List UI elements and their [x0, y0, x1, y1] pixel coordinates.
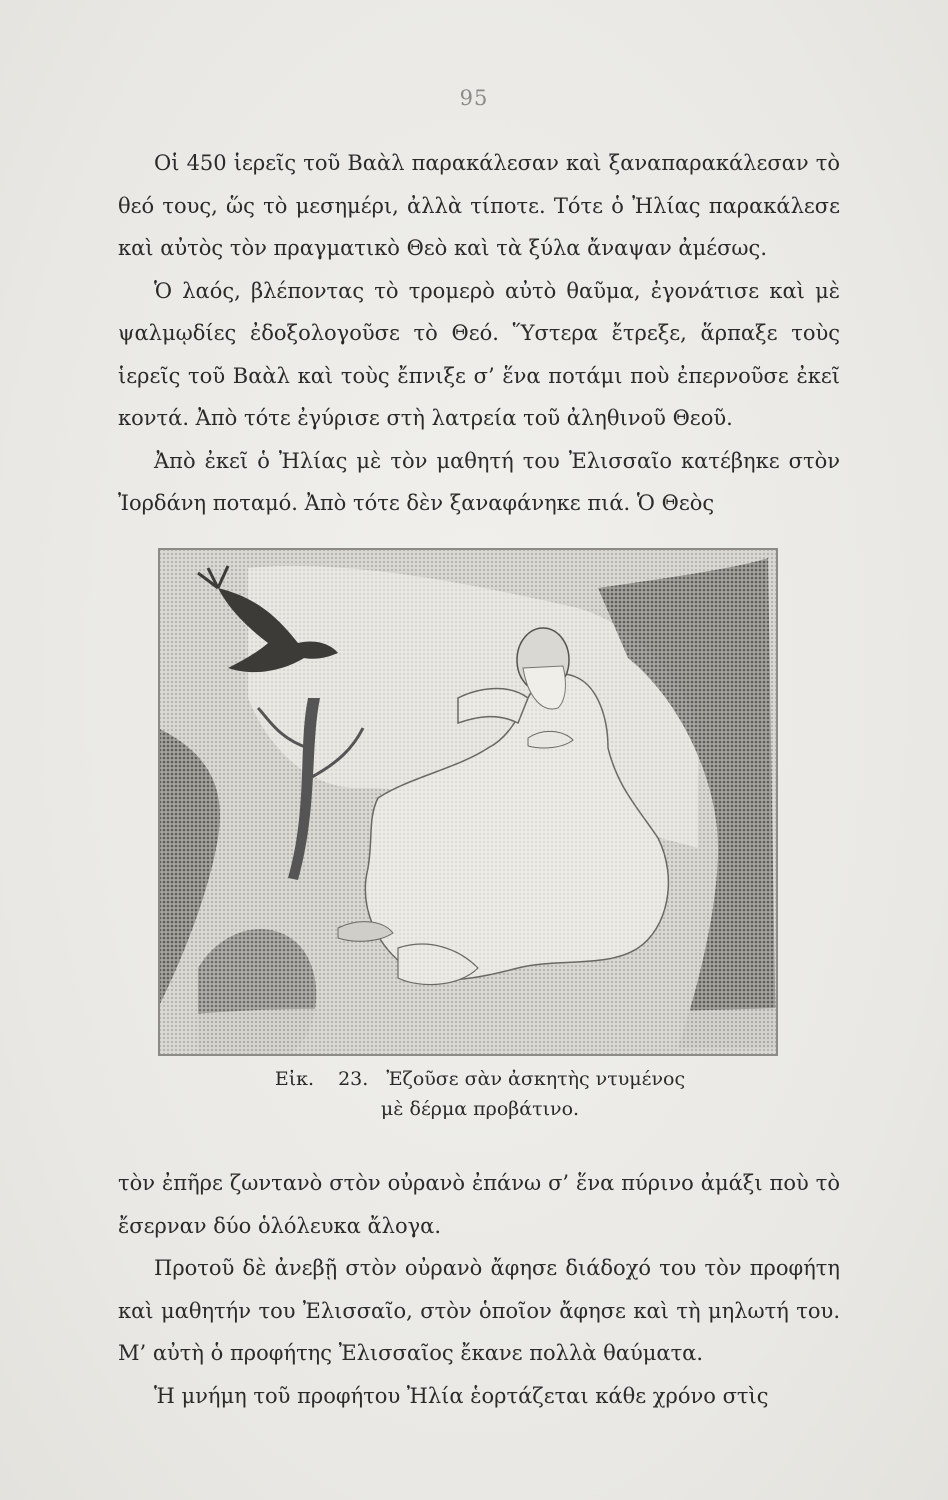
figure-caption-continued — [200, 1094, 760, 1124]
caption-text-1: Ἐζοῦσε σὰν ἀσκητὴς ντυμένος — [386, 1068, 686, 1090]
caption-text-2: μὲ δέρμα προβάτινο. — [380, 1098, 580, 1120]
paragraph: Οἱ 450 ἱερεῖς τοῦ Βαὰλ παρακάλεσαν καὶ ξαναπαρακάλεσαν τὸ θεό τους, ὥς τὸ μεσημέρι, ἀλλὰ τίποτε. Τότε ὁ Ἠλίας παρακάλεσε καὶ αὐτὸς τὸν πραγματικὸ Θεὸ καὶ τὰ ξύλα ἄναψαν ἀμέσως. — [118, 151, 840, 260]
paragraph: Προτοῦ δὲ ἀνεβῇ στὸν οὐρανὸ ἄφησε διάδοχό του τὸν προφήτη καὶ μαθητήν του Ἐλισσαῖο, στὸν ὁποῖον ἄφησε καὶ τὴ μηλωτή του. Μ’ αὐτὴ ὁ προφήτης Ἐλισσαῖος ἔκανε πολλὰ θαύματα. — [118, 1256, 840, 1365]
figure-caption — [200, 1064, 760, 1094]
bottom-text-block — [118, 1162, 840, 1417]
engraving-image — [158, 548, 778, 1056]
paragraph: Ἡ μνήμη τοῦ προφήτου Ἠλία ἑορτάζεται κάθε χρόνο στὶς — [154, 1383, 769, 1408]
paragraph: τὸν ἐπῆρε ζωντανὸ στὸν οὐρανὸ ἐπάνω σ’ ἕνα πύρινο ἀμάξι ποὺ τὸ ἔσερναν δύο ὁλόλευκα ἄλογα. — [118, 1171, 840, 1238]
figure-number: 23. — [338, 1068, 369, 1090]
top-text-block — [118, 142, 840, 525]
figure-label: Εἰκ. — [274, 1068, 315, 1090]
page-number: 95 — [459, 86, 489, 110]
paragraph: Ἀπὸ ἐκεῖ ὁ Ἠλίας μὲ τὸν μαθητή του Ἐλισσαῖο κατέβηκε στὸν Ἰορδάνη ποταμό. Ἀπὸ τότε δὲν ξαναφάνηκε πιά. Ὁ Θεὸς — [118, 448, 840, 515]
paragraph: Ὁ λαός, βλέποντας τὸ τρομερὸ αὐτὸ θαῦμα, ἐγονάτισε καὶ μὲ ψαλμῳδίες ἐδοξολογοῦσε τὸ Θεό. Ὕστερα ἔτρεξε, ἅρπαξε τοὺς ἱερεῖς τοῦ Βαὰλ καὶ τοὺς ἔπνιξε σ’ ἕνα ποτάμι ποὺ ἐπερνοῦσε ἐκεῖ κοντά. Ἀπὸ τότε ἐγύρισε στὴ λατρεία τοῦ ἀληθινοῦ Θεοῦ. — [118, 278, 840, 430]
illustration-elijah-raven — [158, 548, 778, 1056]
